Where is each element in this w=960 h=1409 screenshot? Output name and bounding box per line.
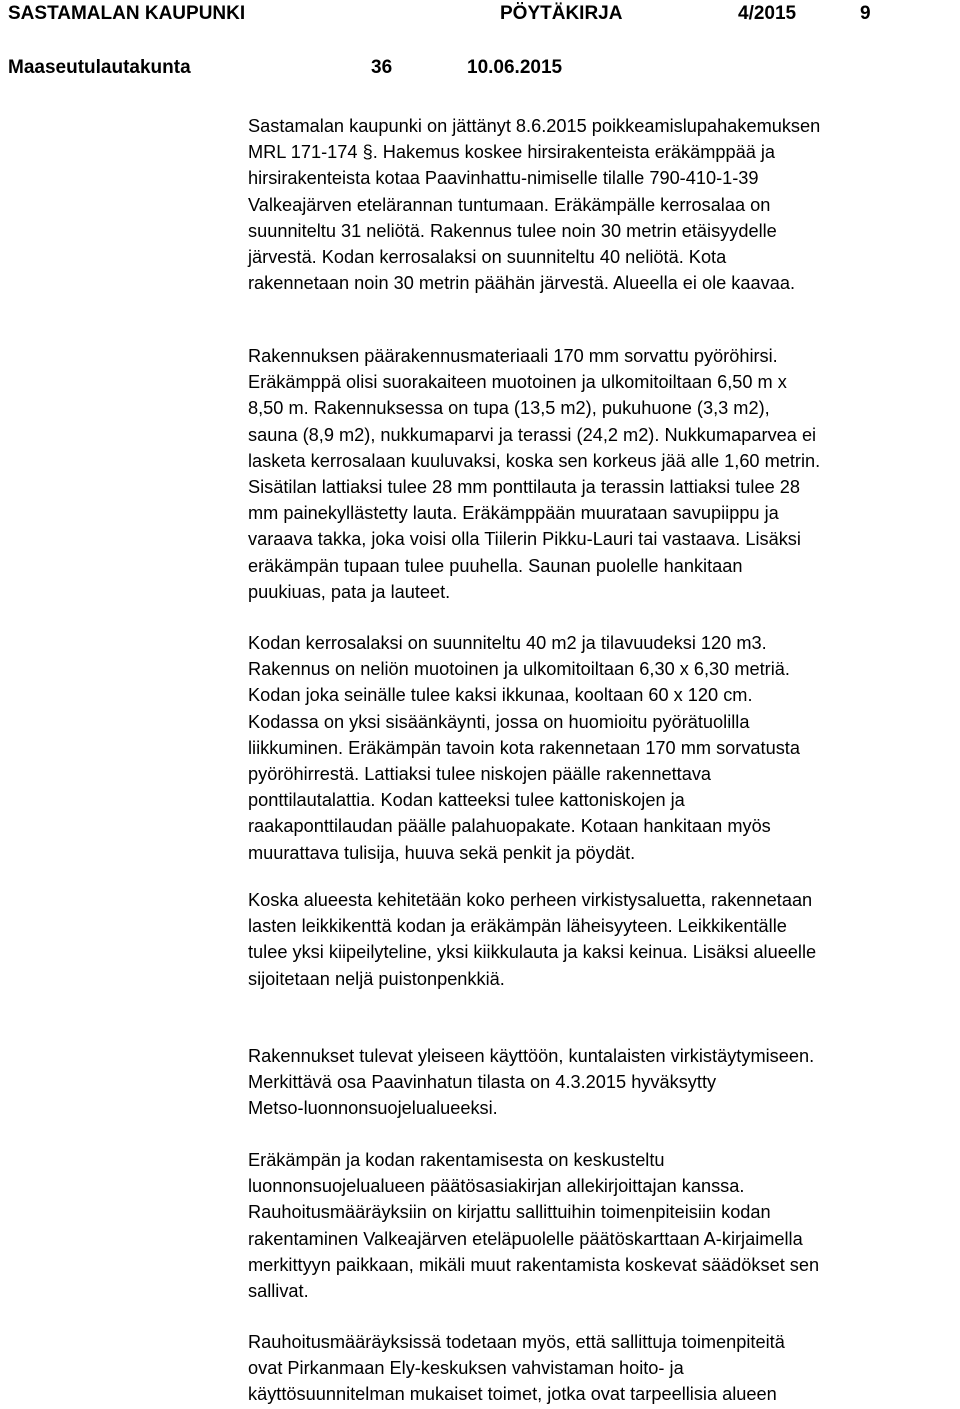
text-line: suunniteltu 31 neliötä. Rakennus tulee noin 30 metrin etäisyydelle [248, 220, 777, 241]
text-line: ovat Pirkanmaan Ely-keskuksen vahvistaman hoito- ja [248, 1358, 684, 1379]
section-number: 36 [371, 57, 393, 78]
paragraph-consultation [248, 1147, 953, 1304]
text-line: Valkeajärven etelärannan tuntumaan. Eräkämpälle kerrosalaa on [248, 194, 771, 215]
text-line: liikkuminen. Eräkämpän tavoin kota rakennetaan 170 mm sorvatusta [248, 737, 800, 758]
document-type: PÖYTÄKIRJA [500, 3, 623, 24]
paragraph-playground [248, 887, 953, 992]
text-line: merkittyyn paikkaan, mikäli muut rakentamista koskevat säädökset sen [248, 1254, 820, 1275]
text-line: varaava takka, joka voisi olla Tiilerin Pikku-Lauri tai vastaava. Lisäksi [248, 529, 801, 550]
text-line: Sastamalan kaupunki on jättänyt 8.6.2015 poikkeamislupahakemuksen [248, 116, 821, 136]
text-line: käyttösuunnitelman mukaiset toimet, jotka ovat tarpeellisia alueen [248, 1384, 777, 1405]
text-line: Rauhoitusmääräyksiin on kirjattu sallittuihin toimenpiteisiin kodan [248, 1202, 771, 1223]
text-line: Rauhoitusmääräyksissä todetaan myös, että sallittuja toimenpiteitä [248, 1332, 785, 1352]
text-line: Eräkämpän ja kodan rakentamisesta on keskusteltu [248, 1150, 665, 1170]
text-line: ponttilautalattia. Kodan katteeksi tulee kattoniskojen ja [248, 790, 685, 811]
text-line: eräkämpän tupaan tulee puuhella. Saunan puolelle hankitaan [248, 555, 743, 576]
text-line: raakaponttilaudan päälle palahuopakate. Kotaan hankitaan myös [248, 816, 771, 837]
paragraph-protection-rules [248, 1329, 953, 1408]
paragraph-application [248, 113, 953, 296]
text-line: sauna (8,9 m2), nukkumaparvi ja terassi (24,2 m2). Nukkumaparvea ei [248, 424, 817, 445]
text-line: tulee yksi kiipeilyteline, yksi kiikkulauta ja kaksi keinua. Lisäksi alueelle [248, 942, 817, 963]
text-line: rakennetaan noin 30 metrin päähän järvestä. Alueella ei ole kaavaa. [248, 273, 796, 294]
text-line: mm painekyllästetty lauta. Eräkämppään muurataan savupiippu ja [248, 503, 779, 524]
text-line: sijoitetaan neljä puistonpenkkiä. [248, 968, 505, 989]
page-number: 9 [860, 3, 871, 24]
issue-number: 4/2015 [738, 3, 797, 24]
text-line: lasketa kerrosalaan kuuluvaksi, koska sen korkeus jää alle 1,60 metrin. [248, 450, 821, 471]
text-line: Rakennus on neliön muotoinen ja ulkomitoiltaan 6,30 x 6,30 metriä. [248, 659, 790, 680]
text-line: rakentaminen Valkeajärven eteläpuolelle päätöskarttaan A-kirjaimella [248, 1228, 803, 1249]
text-line: Kodassa on yksi sisäänkäynti, jossa on huomioitu pyörätuolilla [248, 711, 750, 732]
text-line: 8,50 m. Rakennuksessa on tupa (13,5 m2), pukuhuone (3,3 m2), [248, 398, 770, 419]
text-line: lasten leikkikenttä kodan ja eräkämpän läheisyyteen. Leikkikentälle [248, 916, 787, 937]
committee-name: Maaseutulautakunta [8, 57, 191, 78]
text-line: sallivat. [248, 1281, 309, 1302]
paragraph-public-use [248, 1043, 953, 1122]
text-line: Eräkämppä olisi suorakaiteen muotoinen ja ulkomitoiltaan 6,50 m x [248, 372, 787, 393]
text-line: Metso-luonnonsuojelualueeksi. [248, 1098, 498, 1119]
text-line: Sisätilan lattiaksi tulee 28 mm ponttilauta ja terassin lattiaksi tulee 28 [248, 477, 800, 498]
text-line: järvestä. Kodan kerrosalaksi on suunniteltu 40 neliötä. Kota [248, 247, 727, 268]
text-line: luonnonsuojelualueen päätösasiakirjan allekirjoittajan kanssa. [248, 1176, 745, 1197]
text-line: MRL 171-174 §. Hakemus koskee hirsirakenteista eräkämppää ja [248, 142, 776, 163]
text-line: puukiuas, pata ja lauteet. [248, 581, 451, 602]
meeting-date: 10.06.2015 [467, 57, 563, 78]
paragraph-cabin-description [248, 343, 953, 605]
text-line: Koska alueesta kehitetään koko perheen virkistysaluetta, rakennetaan [248, 890, 813, 910]
text-line: Merkittävä osa Paavinhatun tilasta on 4.3.2015 hyväksytty [248, 1072, 717, 1093]
text-line: Kodan joka seinälle tulee kaksi ikkunaa, kooltaan 60 x 120 cm. [248, 685, 753, 706]
text-line: muurattava tulisija, huuva sekä penkit ja pöydät. [248, 842, 636, 863]
text-line: hirsirakenteista kotaa Paavinhattu-nimiselle tilalle 790-410-1-39 [248, 168, 759, 189]
text-line: Kodan kerrosalaksi on suunniteltu 40 m2 ja tilavuudeksi 120 m3. [248, 633, 767, 653]
text-line: Rakennukset tulevat yleiseen käyttöön, kuntalaisten virkistäytymiseen. [248, 1046, 815, 1066]
paragraph-kota-description [248, 630, 953, 866]
text-line: Rakennuksen päärakennusmateriaali 170 mm sorvattu pyöröhirsi. [248, 346, 778, 366]
organization-name: SASTAMALAN KAUPUNKI [8, 3, 246, 24]
text-line: pyöröhirrestä. Lattiaksi tulee niskojen päälle rakennettava [248, 764, 712, 785]
